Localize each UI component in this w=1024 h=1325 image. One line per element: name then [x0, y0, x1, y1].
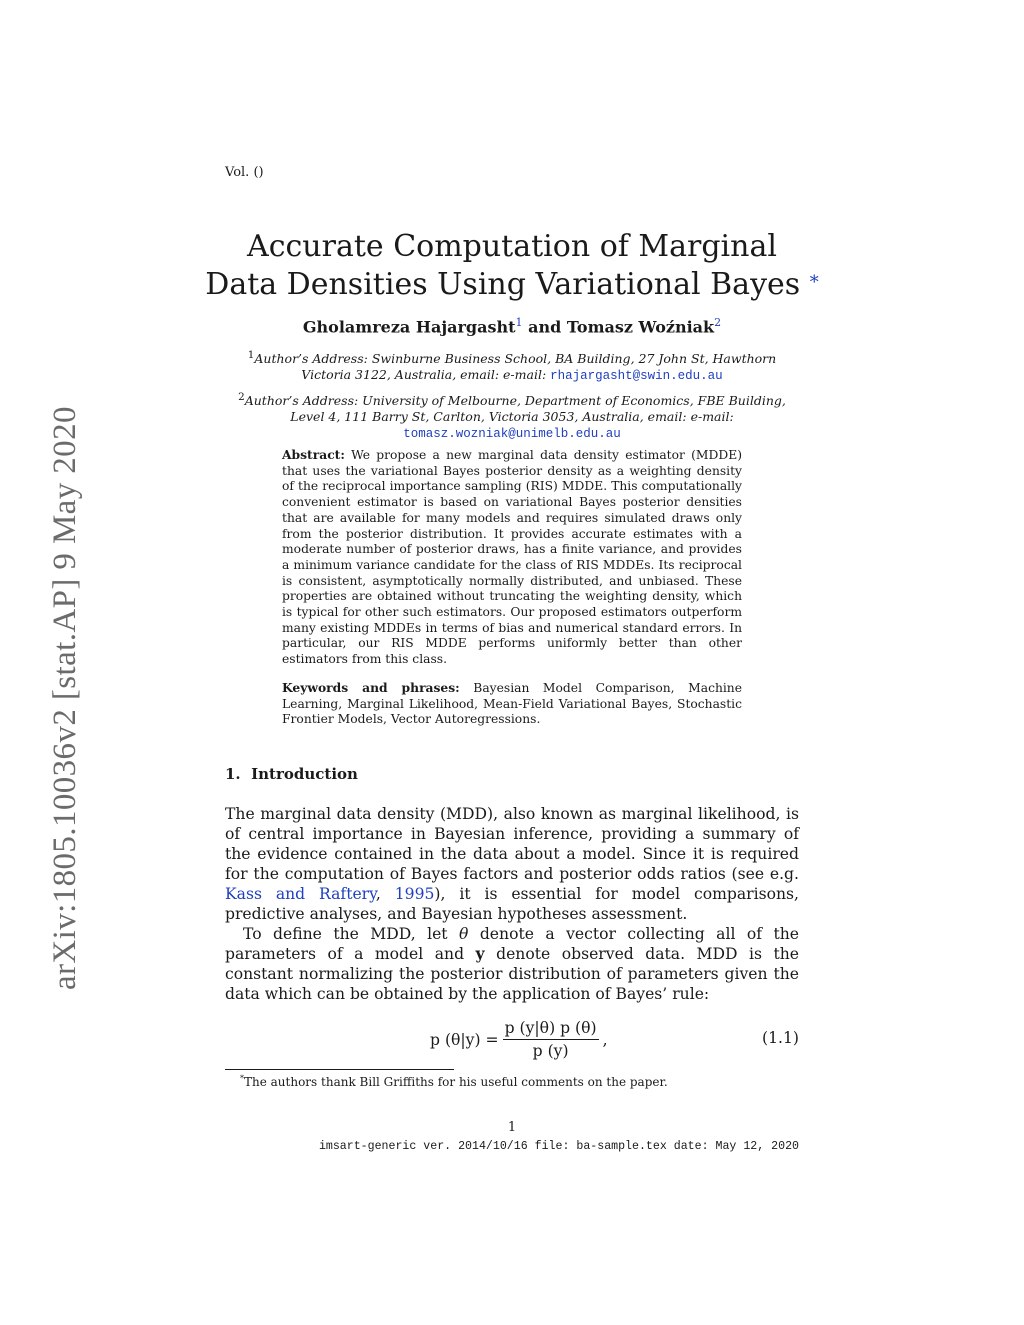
equation-number: (1.1)	[762, 1029, 799, 1047]
section-number: 1.	[225, 765, 241, 783]
citation-authors-link[interactable]: Kass and Raftery	[225, 885, 376, 903]
paragraph-2-text-b: denote a vector collecting all of the parameters of a model and	[225, 925, 799, 963]
title-line-1: Accurate Computation of Marginal	[247, 229, 777, 264]
affiliation-1-email-link[interactable]: rhajargasht@swin.edu.au	[550, 369, 723, 384]
keywords-text: Bayesian Model Comparison, Machine Learning, Marginal Likelihood, Mean-Field Variational Bayes, Stochastic Frontier Models, Vector Autoregressions.	[282, 681, 743, 727]
page-footer: imsart-generic ver. 2014/10/16 file: ba-sample.tex date: May 12, 2020	[318, 1140, 799, 1153]
affiliation-1-line-2: Victoria 3122, Australia, email: e-mail:	[301, 367, 547, 383]
equation-body	[430, 1019, 608, 1060]
abstract-label: Abstract:	[282, 447, 345, 462]
footnote-marker: *	[240, 1074, 244, 1083]
author-1: Gholamreza Hajargasht	[302, 317, 516, 337]
paragraph-1-text-a: The marginal data density (MDD), also known as marginal likelihood, is of central importance in Bayesian inference, providing a summary of the evidence contained in the data about a model. Since it is required for the computation of Bayes factors and posterior odds ratios (see e.g.	[225, 805, 799, 883]
keywords	[282, 680, 742, 728]
affiliation-1	[200, 347, 824, 384]
paragraph-2-text-c: denote observed data. MDD is the constant normalizing the posterior distribution of parameters given the data which can be obtained by the application of Bayes’ rule:	[225, 945, 799, 1003]
y-symbol: y	[475, 944, 485, 963]
intro-paragraph-2	[225, 924, 799, 1004]
paragraph-1-text-b: ), it is essential for model comparisons, predictive analyses, and Bayesian hypotheses assessment.	[225, 885, 800, 923]
abstract	[282, 447, 742, 668]
abstract-text: We propose a new marginal data density estimator (MDDE) that uses the variational Bayes posterior density as a weighting density of the reciprocal importance sampling (RIS) MDDE. This computationally convenient estimator is based on variational Bayes posterior densities that are available for many models and requires simulated draws only from the posterior distribution. It provides accurate estimates with a moderate number of posterior draws, has a finite variance, and provides a minimum variance candidate for the class of RIS MDDEs. Its reciprocal is consistent, asymptotically normally distributed, and unbiased. These properties are obtained without truncating the weighting density, which is typical for other such estimators. Our proposed estimators outperform many existing MDDEs in terms of bias and numerical standard errors. In particular, our RIS MDDE performs uniformly better than other estimators from this class.	[282, 448, 742, 667]
title-footnote-mark[interactable]: *	[809, 272, 819, 293]
equation-trailing-comma: ,	[602, 1030, 608, 1049]
footnote	[240, 1074, 668, 1089]
paragraph-2-text-a: To define the MDD, let	[243, 925, 459, 943]
affiliation-1-line-1: Author’s Address: Swinburne Business School, BA Building, 27 John St, Hawthorn	[254, 351, 777, 367]
keywords-label: Keywords and phrases:	[282, 680, 460, 695]
author-conjunction: and	[528, 317, 562, 337]
footnote-divider	[225, 1069, 454, 1070]
arxiv-stamp: arXiv:1805.10036v2 [stat.AP] 9 May 2020	[47, 406, 83, 990]
citation-separator: ,	[375, 885, 395, 903]
page-number: 1	[507, 1120, 517, 1135]
author-1-affiliation-mark[interactable]: 1	[515, 316, 523, 329]
title-line-2: Data Densities Using Variational Bayes	[205, 267, 801, 302]
affiliation-2-email-link[interactable]: tomasz.wozniak@unimelb.edu.au	[403, 427, 621, 442]
equation-lhs: p (θ|y) =	[430, 1030, 499, 1049]
footnote-text: The authors thank Bill Griffiths for his useful comments on the paper.	[244, 1075, 668, 1089]
paper-title	[150, 228, 874, 304]
section-title: Introduction	[251, 765, 358, 783]
affiliation-2-line-2: Level 4, 111 Barry St, Carlton, Victoria 3053, Australia, email: e-mail:	[290, 409, 734, 425]
theta-symbol: θ	[459, 925, 469, 943]
equation-numerator: p (y|θ) p (θ)	[503, 1019, 599, 1040]
affiliation-2-line-1: Author’s Address: University of Melbourne, Department of Economics, FBE Building,	[244, 393, 786, 409]
author-2: Tomasz Woźniak	[566, 317, 715, 337]
affiliation-1-marker: 1	[247, 349, 255, 361]
equation-denominator: p (y)	[532, 1042, 569, 1060]
volume-label: Vol. ()	[225, 165, 264, 180]
citation-year-link[interactable]: 1995	[394, 885, 435, 903]
equation-fraction	[503, 1019, 599, 1060]
author-2-affiliation-mark[interactable]: 2	[714, 316, 722, 329]
intro-paragraph-1	[225, 804, 799, 924]
affiliation-2-marker: 2	[238, 391, 245, 403]
affiliation-2	[200, 389, 824, 442]
equation-1-1	[225, 1017, 799, 1065]
section-heading	[225, 765, 358, 783]
author-list	[150, 316, 874, 336]
